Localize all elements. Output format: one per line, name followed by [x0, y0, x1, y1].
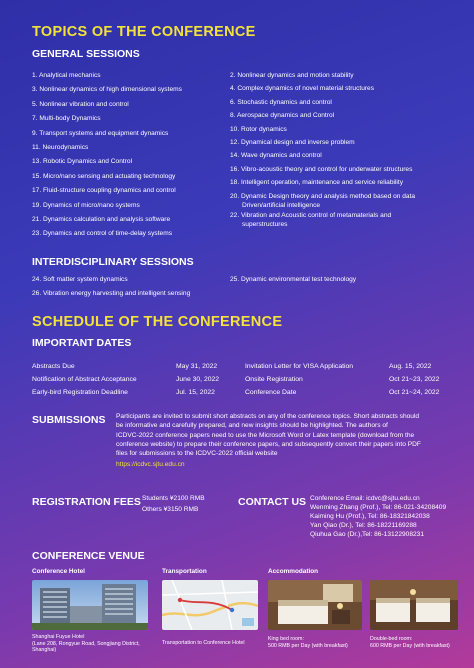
dates-right-list	[245, 362, 443, 401]
submissions-line: conference website) to prepare their conference papers, and subsequently convert their papers into PDF	[116, 440, 421, 448]
general-sessions-right-list	[230, 72, 455, 231]
interdisciplinary-item: 24. Soft matter system dynamics	[32, 276, 128, 283]
submissions-heading: SUBMISSIONS	[32, 414, 106, 426]
submissions-line: Participants are invited to submit short abstracts on any of the conference topics. Short abstracts should	[116, 413, 420, 420]
date-row	[32, 388, 237, 401]
topic-item: 20. Dynamic Design theory and analysis method based on data	[230, 192, 416, 200]
topic-item: 7. Multi-body Dynamics	[32, 115, 101, 123]
double-caption-line: 600 RMB per Day (with breakfast)	[370, 642, 450, 649]
date-label: Conference Date	[245, 389, 297, 396]
date-value: Oct 21~24, 2022	[389, 389, 440, 396]
topic-item: 9. Transport systems and equipment dynamics	[32, 129, 169, 137]
transport-map	[162, 580, 258, 630]
submissions-text	[116, 412, 461, 458]
date-row	[32, 362, 237, 375]
submissions-link[interactable]: https://icdvc.sjtu.edu.cn	[116, 461, 185, 468]
submissions-line: be informative and carefully prepared, and new insights should be highlighted. The authors of	[116, 422, 388, 430]
topic-item: 13. Robotic Dynamics and Control	[32, 158, 133, 166]
date-row	[245, 362, 443, 375]
interdisciplinary-item: 25. Dynamic environmental test technology	[230, 276, 357, 283]
topic-item: 22. Vibration and Acoustic control of metamaterials and	[230, 211, 392, 219]
submissions-line: files for submissions to the ICDVC-2022 official website	[116, 450, 278, 458]
registration-heading: REGISTRATION FEES	[32, 496, 141, 508]
topic-item: 18. Intelligent operation, maintenance and service reliability	[230, 179, 404, 187]
hotel-caption	[32, 634, 157, 654]
topic-item: 17. Fluid-structure coupling dynamics and control	[32, 187, 176, 195]
hotel-caption-line: Shanghai Fuyue Hotel	[32, 634, 85, 640]
double-caption-line: Double-bed room:	[370, 636, 413, 642]
king-caption-line: 500 RMB per Day (with breakfast)	[268, 642, 348, 649]
topic-item: 16. Vibro-acoustic theory and control for underwater structures	[230, 165, 413, 173]
date-value: Jul. 15, 2022	[176, 389, 215, 396]
double-room-illustration	[370, 580, 458, 630]
topic-item: 15. Micro/nano sensing and actuating technology	[32, 172, 176, 180]
date-label: Invitation Letter for VISA Application	[245, 363, 354, 370]
contact-line: Kaiming Hu (Prof.), Tel: 86-18321842038	[310, 513, 430, 521]
general-sessions-left-list	[32, 72, 227, 245]
date-label: Notification of Abstract Acceptance	[32, 376, 137, 383]
topic-item: 3. Nonlinear dynamics of high dimensional systems	[32, 86, 182, 94]
topic-item: 19. Dynamics of micro/nano systems	[32, 201, 140, 209]
date-label: Onsite Registration	[245, 376, 303, 383]
hotel-caption-line: Shanghai)	[32, 647, 57, 654]
date-label: Early-bird Registration Deadline	[32, 389, 128, 396]
contact-heading: CONTACT US	[238, 496, 307, 508]
interdisciplinary-heading: INTERDISCIPLINARY SESSIONS	[32, 256, 194, 268]
topic-item: 21. Dynamics calculation and analysis software	[32, 215, 171, 223]
topic-item: 10. Rotor dynamics	[230, 125, 287, 133]
schedule-title: SCHEDULE OF THE CONFERENCE	[32, 314, 283, 330]
interdisciplinary-right-list	[230, 276, 455, 290]
submissions-line: ICDVC-2022 conference papers need to use the Microsoft Word or Latex template (download from the	[116, 431, 415, 439]
students-fee: Students ¥2100 RMB	[142, 495, 205, 502]
dates-left-list	[32, 362, 237, 401]
topic-item: 14. Wave dynamics and control	[230, 152, 322, 160]
hotel-label: Conference Hotel	[32, 568, 85, 575]
interdisciplinary-item: 26. Vibration energy harvesting and intelligent sensing	[32, 290, 191, 298]
contact-line: Conference Email: icdvc@sjtu.edu.cn	[310, 495, 420, 502]
date-value: May 31, 2022	[176, 363, 218, 370]
date-value: Oct 21~23, 2022	[389, 376, 440, 383]
date-row	[32, 375, 237, 388]
others-fee: Others ¥3150 RMB	[142, 506, 199, 513]
date-row	[245, 388, 443, 401]
date-value: Aug. 15, 2022	[389, 363, 432, 370]
contact-line: Yan Qiao (Dr.), Tel: 86-18221169288	[310, 522, 417, 530]
topic-item: 2. Nonlinear dynamics and motion stability	[230, 72, 354, 79]
topic-item: 4. Complex dynamics of novel material structures	[230, 85, 375, 93]
contact-line: Wenming Zhang (Prof.), Tel: 86-021-34208409	[310, 504, 447, 512]
transport-label: Transportation	[162, 568, 207, 575]
contact-line: Qiuhua Gao (Dr.),Tel: 86-13122908231	[310, 531, 424, 539]
date-value: June 30, 2022	[176, 376, 220, 383]
interdisciplinary-left-list	[32, 276, 227, 305]
venue-heading: CONFERENCE VENUE	[32, 550, 145, 562]
king-room-photo	[268, 580, 362, 630]
topic-item: 12. Dynamical design and inverse problem	[230, 138, 355, 146]
transport-caption: Transportation to Conference Hotel	[162, 640, 245, 646]
topic-item: Driven/artificial intelligence	[242, 201, 321, 209]
topic-item: 5. Nonlinear vibration and control	[32, 100, 129, 108]
topic-item: 11. Neurodynamics	[32, 143, 89, 151]
map-illustration	[162, 580, 258, 630]
accommodation-label: Accommodation	[268, 568, 319, 575]
important-dates-heading: IMPORTANT DATES	[32, 337, 132, 349]
topic-item: 1. Analytical mechanics	[32, 72, 101, 79]
hotel-caption-line: (Lane 208, Rongyue Road, Songjiang District,	[32, 640, 140, 647]
topic-item: 23. Dynamics and control of time-delay systems	[32, 230, 172, 238]
double-room-photo	[370, 580, 458, 630]
king-room-illustration	[268, 580, 362, 630]
topic-item: superstructures	[242, 221, 288, 229]
topic-item: 6. Stochastic dynamics and control	[230, 98, 332, 106]
date-label: Abstracts Due	[32, 363, 75, 370]
general-sessions-heading: GENERAL SESSIONS	[32, 48, 140, 60]
hotel-photo	[32, 580, 148, 630]
date-row	[245, 375, 443, 388]
king-caption-line: King bed room:	[268, 636, 304, 642]
hotel-building-illustration	[32, 580, 148, 630]
topics-title: TOPICS OF THE CONFERENCE	[32, 24, 256, 40]
contact-list	[310, 494, 465, 539]
king-room-caption	[268, 636, 368, 649]
double-room-caption	[370, 636, 465, 649]
topic-item: 8. Aerospace dynamics and Control	[230, 112, 335, 120]
